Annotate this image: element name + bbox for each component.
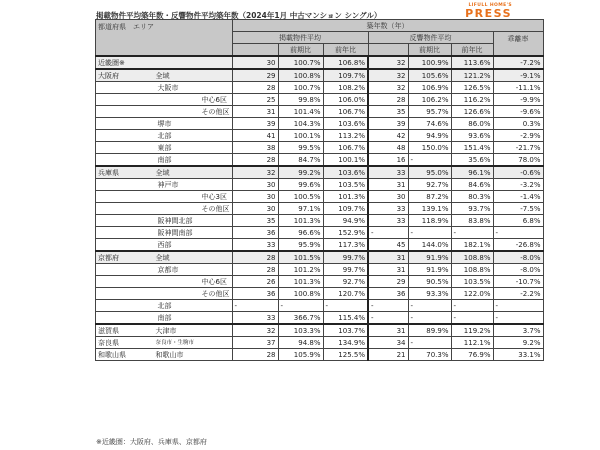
prefecture-cell xyxy=(96,239,134,252)
listed-yoy-cell: 125.5% xyxy=(323,349,368,361)
area-cell: 東部 xyxy=(134,142,233,154)
area-cell: その他区 xyxy=(134,288,233,300)
prefecture-cell xyxy=(96,300,134,312)
listed-qoq-cell: 101.3% xyxy=(278,276,323,288)
inquiry-qoq-cell: 95.0% xyxy=(408,166,451,179)
prefecture-cell: 滋賀県 xyxy=(96,324,134,337)
inquiry-yoy-cell: 121.2% xyxy=(451,69,493,82)
inquiry-qoq-cell: - xyxy=(408,312,451,325)
inquiry-avg-cell: - xyxy=(368,227,408,239)
footnote: ※近畿圏：大阪府、兵庫県、京都府 xyxy=(96,438,207,446)
prefecture-cell xyxy=(96,82,134,94)
inquiry-avg-cell: 21 xyxy=(368,349,408,361)
inquiry-yoy-cell: 126.6% xyxy=(451,106,493,118)
inquiry-avg-cell: 31 xyxy=(368,324,408,337)
listed-avg-cell: 35 xyxy=(232,215,278,227)
table-row xyxy=(96,251,544,264)
listed-qoq-cell: 95.9% xyxy=(278,239,323,252)
inquiry-qoq-cell: 139.1% xyxy=(408,203,451,215)
listed-avg-cell: 28 xyxy=(232,349,278,361)
inquiry-yoy-cell: 84.6% xyxy=(451,179,493,191)
inquiry-avg-cell: 34 xyxy=(368,337,408,349)
inquiry-avg-cell: 36 xyxy=(368,288,408,300)
table-row xyxy=(96,264,544,276)
area-cell: その他区 xyxy=(134,106,233,118)
prefecture-cell xyxy=(96,130,134,142)
inquiry-yoy-cell: 76.9% xyxy=(451,349,493,361)
listed-avg-cell: 30 xyxy=(232,191,278,203)
listed-yoy-cell: 103.6% xyxy=(323,166,368,179)
inquiry-yoy-cell: 113.6% xyxy=(451,56,493,69)
inquiry-qoq-cell: - xyxy=(408,337,451,349)
area-cell: 北部 xyxy=(134,130,233,142)
inquiry-avg-cell: 33 xyxy=(368,166,408,179)
inquiry-qoq-cell: 94.9% xyxy=(408,130,451,142)
inquiry-qoq-cell: - xyxy=(408,154,451,167)
area-cell: 全域 xyxy=(134,69,233,82)
header-area: 都道府県 エリア xyxy=(96,20,233,57)
listed-yoy-cell: 120.7% xyxy=(323,288,368,300)
area-cell: 全域 xyxy=(134,251,233,264)
prefecture-cell: 奈良県 xyxy=(96,337,134,349)
listed-avg-cell: 37 xyxy=(232,337,278,349)
listed-avg-cell: 26 xyxy=(232,276,278,288)
table-row xyxy=(96,349,544,361)
listed-qoq-cell: 104.3% xyxy=(278,118,323,130)
gap-rate-cell: - xyxy=(493,312,543,325)
inquiry-qoq-cell: 118.9% xyxy=(408,215,451,227)
inquiry-yoy-cell: 103.5% xyxy=(451,276,493,288)
inquiry-avg-cell: 45 xyxy=(368,239,408,252)
inquiry-yoy-cell: 35.6% xyxy=(451,154,493,167)
prefecture-cell xyxy=(96,118,134,130)
inquiry-yoy-cell: 122.0% xyxy=(451,288,493,300)
inquiry-avg-cell: 32 xyxy=(368,69,408,82)
inquiry-avg-cell: 48 xyxy=(368,142,408,154)
inquiry-avg-cell: 33 xyxy=(368,203,408,215)
area-cell: 南部 xyxy=(134,312,233,325)
listed-yoy-cell: 109.7% xyxy=(323,203,368,215)
listed-qoq-cell: 99.5% xyxy=(278,142,323,154)
table-row xyxy=(96,215,544,227)
prefecture-cell xyxy=(96,276,134,288)
gap-rate-cell: -8.0% xyxy=(493,264,543,276)
listed-avg-cell: 30 xyxy=(232,203,278,215)
area-cell: 奈良市・生駒市 xyxy=(134,337,233,349)
table-row xyxy=(96,239,544,252)
listed-qoq-cell: 84.7% xyxy=(278,154,323,167)
listed-qoq-cell: 105.9% xyxy=(278,349,323,361)
listed-qoq-cell: 100.7% xyxy=(278,82,323,94)
listed-yoy-cell: 103.5% xyxy=(323,179,368,191)
gap-rate-cell: -7.5% xyxy=(493,203,543,215)
inquiry-qoq-cell: 95.7% xyxy=(408,106,451,118)
area-cell: 中心3区 xyxy=(134,191,233,203)
listed-qoq-cell: - xyxy=(278,300,323,312)
inquiry-qoq-cell: 106.2% xyxy=(408,94,451,106)
listed-avg-cell: 33 xyxy=(232,312,278,325)
prefecture-cell xyxy=(96,154,134,167)
inquiry-yoy-cell: 116.2% xyxy=(451,94,493,106)
gap-rate-cell: -26.8% xyxy=(493,239,543,252)
listed-avg-cell: 28 xyxy=(232,154,278,167)
listed-avg-cell: 39 xyxy=(232,118,278,130)
area-cell: 阪神間南部 xyxy=(134,227,233,239)
listed-yoy-cell: 99.7% xyxy=(323,264,368,276)
listed-yoy-cell: 101.3% xyxy=(323,191,368,203)
gap-rate-cell: -1.4% xyxy=(493,191,543,203)
gap-rate-cell: -11.1% xyxy=(493,82,543,94)
prefecture-cell: 兵庫県 xyxy=(96,166,134,179)
inquiry-yoy-cell: 96.1% xyxy=(451,166,493,179)
listed-avg-cell: 38 xyxy=(232,142,278,154)
listed-qoq-cell: 100.7% xyxy=(278,56,323,69)
inquiry-qoq-cell: - xyxy=(408,300,451,312)
inquiry-qoq-cell: 87.2% xyxy=(408,191,451,203)
gap-rate-cell: 33.1% xyxy=(493,349,543,361)
listed-avg-cell: - xyxy=(232,300,278,312)
listed-yoy-cell: 152.9% xyxy=(323,227,368,239)
listed-qoq-cell: 96.6% xyxy=(278,227,323,239)
gap-rate-cell: -2.9% xyxy=(493,130,543,142)
prefecture-cell xyxy=(96,179,134,191)
table-row xyxy=(96,276,544,288)
table-row xyxy=(96,82,544,94)
listed-qoq-cell: 100.8% xyxy=(278,288,323,300)
gap-rate-cell: -9.6% xyxy=(493,106,543,118)
area-cell: 和歌山市 xyxy=(134,349,233,361)
listed-yoy-cell: 103.6% xyxy=(323,118,368,130)
inquiry-yoy-cell: - xyxy=(451,227,493,239)
listed-yoy-cell: 108.2% xyxy=(323,82,368,94)
gap-rate-cell: -0.6% xyxy=(493,166,543,179)
logo-press: PRESS xyxy=(465,7,512,20)
gap-rate-cell: -10.7% xyxy=(493,276,543,288)
inquiry-qoq-cell: 100.9% xyxy=(408,56,451,69)
table-row xyxy=(96,179,544,191)
listed-avg-cell: 30 xyxy=(232,179,278,191)
listed-qoq-cell: 100.5% xyxy=(278,191,323,203)
inquiry-yoy-cell: - xyxy=(451,312,493,325)
header-inquiry-avg: 反響物件平均 xyxy=(368,32,493,44)
area-cell: 堺市 xyxy=(134,118,233,130)
table-row xyxy=(96,227,544,239)
prefecture-cell: 京都府 xyxy=(96,251,134,264)
inquiry-yoy-cell: 93.7% xyxy=(451,203,493,215)
inquiry-yoy-cell: - xyxy=(451,300,493,312)
table-row xyxy=(96,288,544,300)
area-cell: 中心6区 xyxy=(134,276,233,288)
gap-rate-cell: -2.2% xyxy=(493,288,543,300)
listed-avg-cell: 29 xyxy=(232,69,278,82)
inquiry-avg-cell: 28 xyxy=(368,94,408,106)
listed-yoy-cell: - xyxy=(323,300,368,312)
table-row xyxy=(96,337,544,349)
gap-rate-cell: 6.8% xyxy=(493,215,543,227)
prefecture-cell: 近畿圏※ xyxy=(96,56,233,69)
table-row xyxy=(96,106,544,118)
header-listed-yoy: 前年比 xyxy=(323,44,368,57)
prefecture-cell xyxy=(96,203,134,215)
area-cell: その他区 xyxy=(134,203,233,215)
listed-qoq-cell: 100.1% xyxy=(278,130,323,142)
inquiry-avg-cell: 30 xyxy=(368,191,408,203)
listed-avg-cell: 28 xyxy=(232,264,278,276)
area-cell: 大津市 xyxy=(134,324,233,337)
prefecture-cell xyxy=(96,288,134,300)
inquiry-qoq-cell: 150.0% xyxy=(408,142,451,154)
listed-yoy-cell: 115.4% xyxy=(323,312,368,325)
header-building-age: 築年数（年） xyxy=(232,20,543,32)
inquiry-qoq-cell: 91.9% xyxy=(408,251,451,264)
prefecture-cell xyxy=(96,142,134,154)
inquiry-yoy-cell: 151.4% xyxy=(451,142,493,154)
inquiry-avg-cell: 35 xyxy=(368,106,408,118)
prefecture-cell xyxy=(96,191,134,203)
prefecture-cell xyxy=(96,94,134,106)
listed-qoq-cell: 99.8% xyxy=(278,94,323,106)
area-cell: 京都市 xyxy=(134,264,233,276)
prefecture-cell xyxy=(96,227,134,239)
listed-qoq-cell: 101.5% xyxy=(278,251,323,264)
listed-qoq-cell: 100.8% xyxy=(278,69,323,82)
header-inquiry-qoq: 前期比 xyxy=(408,44,451,57)
table-row xyxy=(96,324,544,337)
inquiry-avg-cell: - xyxy=(368,312,408,325)
inquiry-qoq-cell: 89.9% xyxy=(408,324,451,337)
building-age-table xyxy=(95,19,544,361)
prefecture-cell xyxy=(96,264,134,276)
table-row xyxy=(96,300,544,312)
press-logo xyxy=(450,3,512,19)
listed-yoy-cell: 99.7% xyxy=(323,251,368,264)
area-cell: 北部 xyxy=(134,300,233,312)
table-row xyxy=(96,191,544,203)
listed-avg-cell: 31 xyxy=(232,106,278,118)
table-row xyxy=(96,166,544,179)
inquiry-avg-cell: 42 xyxy=(368,130,408,142)
listed-yoy-cell: 103.7% xyxy=(323,324,368,337)
inquiry-avg-cell: 31 xyxy=(368,179,408,191)
inquiry-yoy-cell: 108.8% xyxy=(451,251,493,264)
listed-qoq-cell: 97.1% xyxy=(278,203,323,215)
inquiry-avg-cell: 39 xyxy=(368,118,408,130)
inquiry-qoq-cell: 106.9% xyxy=(408,82,451,94)
inquiry-avg-cell: 32 xyxy=(368,56,408,69)
inquiry-avg-cell: 16 xyxy=(368,154,408,167)
logo-brand: LIFULL HOME'S xyxy=(468,3,512,8)
inquiry-yoy-cell: 126.5% xyxy=(451,82,493,94)
gap-rate-cell: -8.0% xyxy=(493,251,543,264)
listed-qoq-cell: 101.3% xyxy=(278,215,323,227)
inquiry-qoq-cell: 105.6% xyxy=(408,69,451,82)
header-gap-rate: 乖離率 xyxy=(493,32,543,57)
table-row xyxy=(96,312,544,325)
listed-qoq-cell: 94.8% xyxy=(278,337,323,349)
table-title: 掲載物件平均築年数・反響物件平均築年数（2024年1月 中古マンション シングル） xyxy=(96,11,382,20)
gap-rate-cell: 9.2% xyxy=(493,337,543,349)
inquiry-yoy-cell: 83.8% xyxy=(451,215,493,227)
listed-avg-cell: 36 xyxy=(232,227,278,239)
listed-yoy-cell: 106.0% xyxy=(323,94,368,106)
inquiry-avg-cell: - xyxy=(368,300,408,312)
inquiry-yoy-cell: 119.2% xyxy=(451,324,493,337)
prefecture-cell: 和歌山県 xyxy=(96,349,134,361)
listed-yoy-cell: 117.3% xyxy=(323,239,368,252)
table-row xyxy=(96,94,544,106)
gap-rate-cell: -7.2% xyxy=(493,56,543,69)
inquiry-avg-cell: 29 xyxy=(368,276,408,288)
inquiry-qoq-cell: - xyxy=(408,227,451,239)
table-row xyxy=(96,203,544,215)
inquiry-qoq-cell: 91.9% xyxy=(408,264,451,276)
listed-qoq-cell: 366.7% xyxy=(278,312,323,325)
inquiry-qoq-cell: 93.3% xyxy=(408,288,451,300)
header-listed-avg: 掲載物件平均 xyxy=(232,32,368,44)
gap-rate-cell: 78.0% xyxy=(493,154,543,167)
area-cell: 阪神間北部 xyxy=(134,215,233,227)
listed-qoq-cell: 101.4% xyxy=(278,106,323,118)
prefecture-cell xyxy=(96,106,134,118)
gap-rate-cell: -9.9% xyxy=(493,94,543,106)
gap-rate-cell: 0.3% xyxy=(493,118,543,130)
area-cell: 全域 xyxy=(134,166,233,179)
listed-yoy-cell: 109.7% xyxy=(323,69,368,82)
inquiry-yoy-cell: 86.0% xyxy=(451,118,493,130)
listed-avg-cell: 28 xyxy=(232,251,278,264)
gap-rate-cell: -3.2% xyxy=(493,179,543,191)
inquiry-avg-cell: 32 xyxy=(368,82,408,94)
area-cell: 大阪市 xyxy=(134,82,233,94)
listed-yoy-cell: 94.9% xyxy=(323,215,368,227)
gap-rate-cell: 3.7% xyxy=(493,324,543,337)
header-listed-qoq: 前期比 xyxy=(278,44,323,57)
inquiry-yoy-cell: 112.1% xyxy=(451,337,493,349)
area-cell: 西部 xyxy=(134,239,233,252)
inquiry-yoy-cell: 182.1% xyxy=(451,239,493,252)
header-inquiry-yoy: 前年比 xyxy=(451,44,493,57)
listed-avg-cell: 30 xyxy=(232,56,278,69)
table-row xyxy=(96,142,544,154)
prefecture-cell: 大阪府 xyxy=(96,69,134,82)
table-row xyxy=(96,130,544,142)
listed-avg-cell: 32 xyxy=(232,166,278,179)
table-row xyxy=(96,154,544,167)
listed-avg-cell: 32 xyxy=(232,324,278,337)
listed-avg-cell: 41 xyxy=(232,130,278,142)
table-row xyxy=(96,118,544,130)
prefecture-cell xyxy=(96,215,134,227)
table-row xyxy=(96,69,544,82)
listed-yoy-cell: 106.8% xyxy=(323,56,368,69)
inquiry-qoq-cell: 144.0% xyxy=(408,239,451,252)
gap-rate-cell: -21.7% xyxy=(493,142,543,154)
listed-yoy-cell: 134.9% xyxy=(323,337,368,349)
listed-yoy-cell: 113.2% xyxy=(323,130,368,142)
inquiry-qoq-cell: 90.5% xyxy=(408,276,451,288)
inquiry-qoq-cell: 74.6% xyxy=(408,118,451,130)
table-row xyxy=(96,56,544,69)
gap-rate-cell: - xyxy=(493,227,543,239)
area-cell: 中心6区 xyxy=(134,94,233,106)
listed-yoy-cell: 106.7% xyxy=(323,106,368,118)
inquiry-yoy-cell: 93.6% xyxy=(451,130,493,142)
inquiry-yoy-cell: 80.3% xyxy=(451,191,493,203)
listed-yoy-cell: 92.7% xyxy=(323,276,368,288)
inquiry-avg-cell: 31 xyxy=(368,264,408,276)
listed-qoq-cell: 103.3% xyxy=(278,324,323,337)
listed-qoq-cell: 99.2% xyxy=(278,166,323,179)
listed-qoq-cell: 101.2% xyxy=(278,264,323,276)
listed-avg-cell: 33 xyxy=(232,239,278,252)
listed-qoq-cell: 99.6% xyxy=(278,179,323,191)
prefecture-cell xyxy=(96,312,134,325)
listed-yoy-cell: 106.7% xyxy=(323,142,368,154)
listed-avg-cell: 36 xyxy=(232,288,278,300)
listed-yoy-cell: 100.1% xyxy=(323,154,368,167)
gap-rate-cell: -9.1% xyxy=(493,69,543,82)
gap-rate-cell: - xyxy=(493,300,543,312)
inquiry-qoq-cell: 70.3% xyxy=(408,349,451,361)
inquiry-yoy-cell: 108.8% xyxy=(451,264,493,276)
inquiry-avg-cell: 31 xyxy=(368,251,408,264)
inquiry-avg-cell: 33 xyxy=(368,215,408,227)
inquiry-qoq-cell: 92.7% xyxy=(408,179,451,191)
listed-avg-cell: 28 xyxy=(232,82,278,94)
area-cell: 南部 xyxy=(134,154,233,167)
area-cell: 神戸市 xyxy=(134,179,233,191)
listed-avg-cell: 25 xyxy=(232,94,278,106)
